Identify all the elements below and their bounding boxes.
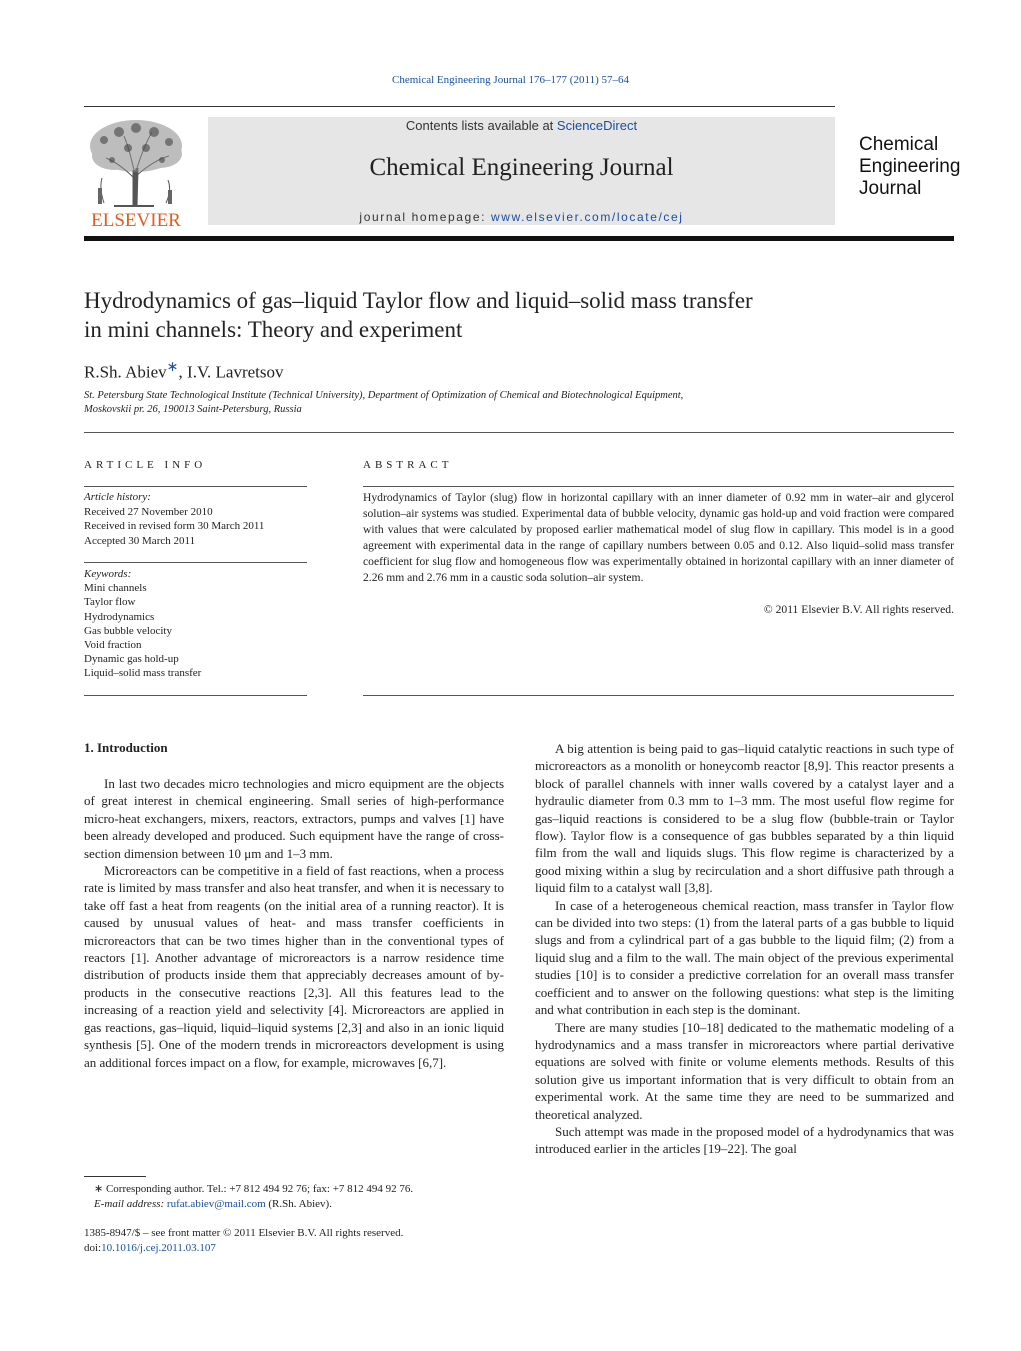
elsevier-tree-icon — [84, 118, 188, 210]
doi-line — [84, 1241, 504, 1256]
footnote-contact: Corresponding author. Tel.: +7 812 494 92 76; fax: +7 812 494 92 76. — [105, 1183, 414, 1195]
history-accepted: Accepted 30 March 2011 — [84, 534, 196, 547]
body-paragraph: Such attempt was made in the proposed model of a hydrodynamics that was introduced earlier in the articles [19–22]. The goal — [535, 1123, 954, 1157]
author-separator: , — [178, 362, 188, 382]
history-label: Article history: — [84, 491, 151, 503]
elsevier-logo[interactable] — [84, 118, 188, 230]
body-paragraph: A big attention is being paid to gas–liquid catalytic reactions in such type of microreactors as a monolith or honeycomb reactor [8,9]. This reactor presents a block of parallel channels with inner walls covered by a catalyst layer and a hydraulic diameter from 0.3 mm to 1–3 mm. The most useful flow regime for gas–liquid reactions is considered to be a slug flow (bubble-train or Taylor flow). Taylor flow is a consequence of gas bubbles separated by a thin liquid film from the wall and liquids slugs. This flow regime is characterized by a good mixing within a slug by recirculation and a short diffusive path through a liquid film to a catalyst wall [3,8]. — [535, 741, 954, 896]
affiliation-divider — [84, 432, 954, 433]
article-history — [84, 490, 307, 548]
affiliation — [84, 389, 954, 417]
journal-title[interactable]: Chemical Engineering Journal — [369, 154, 674, 181]
affiliation-line-1: St. Petersburg State Technological Institute (Technical University), Department of Optimization of Chemical and Biotechnological Equipment, — [84, 390, 684, 401]
homepage-label: journal homepage: — [359, 210, 491, 224]
footnote-email — [84, 1197, 504, 1212]
keyword-item: Dynamic gas hold-up — [84, 653, 179, 666]
footnote-divider — [84, 1176, 146, 1177]
abstract-heading: ABSTRACT — [363, 459, 453, 471]
cover-line-2: Engineering — [859, 156, 961, 177]
cover-line-3: Journal — [859, 178, 922, 199]
journal-homepage — [208, 210, 835, 224]
title-line-1: Hydrodynamics of gas–liquid Taylor flow and liquid–solid mass transfer — [84, 288, 753, 313]
abstract-body: Hydrodynamics of Taylor (slug) flow in horizontal capillary with an inner diameter of 0.92 mm in water–air and glycerol solution–air systems was studied. Experimental data of bubble velocity, dynamic gas hold-up and void fraction were compared with values that were calculated by proposed earlier mathematical model of slug flow in capillary. This model is in a good agreement with experimental data in the range of capillary numbers between 0.05 and 0.12. Also liquid–solid mass transfer coefficient for slug flow and homogeneous flow was experimentally obtained in horizontal capillary with an inner diameter of 2.26 mm and 2.76 mm in a caustic soda solution–air system. — [363, 491, 954, 585]
history-revised: Received in revised form 30 March 2011 — [84, 520, 265, 532]
author-abiev: R.Sh. Abiev — [84, 362, 167, 382]
author-list — [84, 359, 284, 383]
keyword-item: Mini channels — [84, 582, 147, 595]
article-info-rule-mid — [84, 562, 307, 563]
article-title — [84, 286, 944, 344]
corresponding-footnote — [84, 1182, 504, 1211]
body-paragraph: In last two decades micro technologies and micro equipment are the objects of great interest in chemical engineering. Small series of high-performance micro-heat exchangers, mixers, reactors, extractors, pumps and valves [1] have been already developed and produced. Such equipment have the range of cross-section dimension between 10 μm and 1–3 mm. — [84, 776, 504, 861]
journal-banner — [208, 117, 835, 225]
sciencedirect-link[interactable]: ScienceDirect — [556, 118, 638, 133]
issn-line: 1385-8947/$ – see front matter © 2011 Elsevier B.V. All rights reserved. — [84, 1227, 404, 1239]
body-paragraph: Microreactors can be competitive in a field of fast reactions, when a process rate is limited by mass transfer and also heat transfer, and when it is necessary to take off fast a heat from reagents (on the initial area of a running reactor). It is caused by unusual values of heat- and mass transfer coefficients in microreactors that can be two times higher than in the conventional types of reactors [1]. Another advantage of microreactors is a narrow residence time distribution of products inside them that appreciably decreases amount of by-products in the consecutive reactions [2,3]. All this features lead to the increasing of a reaction yield and selectivity [4]. Microreactors are applied in gas reactions, gas–liquid, liquid–liquid systems [2,3] and also in an ionic liquid synthesis [5]. One of the modern trends in microreactors development is using an additional forces impact on a flow, for example, microwaves [6,7]. — [84, 863, 504, 1070]
body-paragraph: In case of a heterogeneous chemical reaction, mass transfer in Taylor flow can be divided into two steps: (1) from the lateral parts of a gas bubble to liquid slugs and from a cylindrical part of a gas bubble to the liquid film; (2) from a liquid slug and a film to the wall. The main object of the previous experimental studies [10] is to consider a predictive correlation for an overall mass transfer coefficient and to answer on the following questions: what step is the limiting and what contribution in each step is the dominant. — [535, 897, 954, 1018]
corresponding-author-link[interactable]: ∗ — [166, 359, 179, 375]
article-info-rule-top — [84, 486, 307, 487]
cover-line-1: Chemical — [859, 134, 939, 155]
keyword-item: Gas bubble velocity — [84, 624, 172, 637]
issn-block — [84, 1226, 504, 1256]
footnote-mark: ∗ — [94, 1183, 104, 1195]
header-divider — [84, 106, 835, 107]
keywords — [84, 567, 307, 681]
abstract-rule-top — [363, 486, 954, 487]
keyword-item: Liquid–solid mass transfer — [84, 667, 202, 680]
footnote-corresponding — [84, 1182, 504, 1197]
homepage-link[interactable]: www.elsevier.com/locate/cej — [490, 210, 684, 224]
email-label: E-mail address: — [94, 1197, 165, 1210]
article-info-heading: ARTICLE INFO — [84, 459, 207, 471]
contents-prefix: Contents lists available at — [405, 118, 557, 133]
title-line-2: in mini channels: Theory and experiment — [84, 317, 463, 342]
author-lavretsov: I.V. Lavretsov — [187, 362, 284, 382]
doi-link[interactable]: 10.1016/j.cej.2011.03.107 — [101, 1242, 216, 1254]
header-thick-rule — [84, 236, 954, 241]
email-suffix: (R.Sh. Abiev). — [268, 1197, 332, 1210]
journal-cover-logo[interactable] — [859, 134, 969, 200]
journal-citation[interactable]: Chemical Engineering Journal 176–177 (2011) 57–64 — [392, 74, 629, 86]
abstract-rule-bottom — [363, 695, 954, 696]
doi-label: doi: — [84, 1242, 102, 1254]
body-column-right — [535, 740, 954, 1158]
elsevier-wordmark: ELSEVIER — [91, 210, 181, 231]
body-paragraph: There are many studies [10–18] dedicated to the mathematic modeling of a hydrodynamics and a mass transfer in microreactors where partial derivative equations are solved with finite or volume elements methods. Results of this solution give us important information that is very difficult to obtain from an experimental work. At the same time they are need to be summarized and theoretical analyzed. — [535, 1019, 954, 1122]
affiliation-line-2: Moskovskii pr. 26, 190013 Saint-Petersburg, Russia — [84, 404, 302, 415]
contents-availability — [208, 117, 835, 133]
keyword-item: Hydrodynamics — [84, 610, 155, 623]
article-info-rule-bottom — [84, 695, 307, 696]
email-link[interactable]: rufat.abiev@mail.com — [166, 1197, 266, 1210]
abstract-copyright: © 2011 Elsevier B.V. All rights reserved. — [763, 603, 954, 616]
section-heading-introduction: 1. Introduction — [84, 740, 168, 755]
keyword-item: Taylor flow — [84, 596, 136, 609]
body-column-left — [84, 775, 504, 1071]
keyword-item: Void fraction — [84, 639, 142, 652]
keywords-label: Keywords: — [84, 568, 132, 580]
history-received: Received 27 November 2010 — [84, 505, 213, 518]
